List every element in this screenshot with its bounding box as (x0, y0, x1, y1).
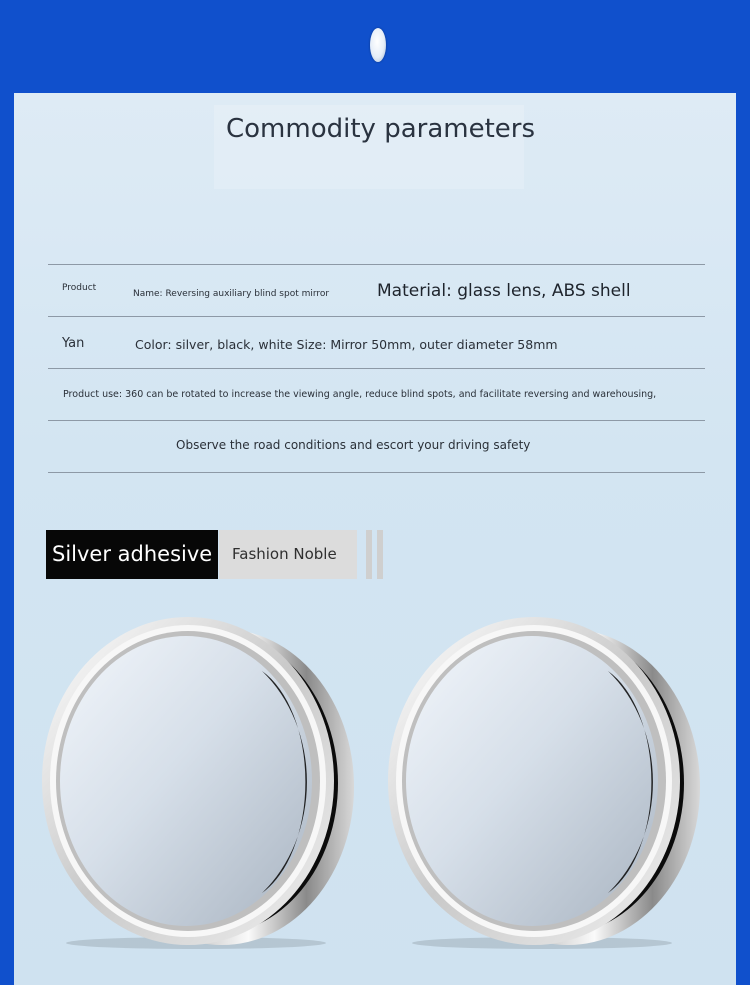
product-use-continued: Observe the road conditions and escort your driving safety (176, 438, 531, 452)
mirror-image-left (36, 611, 356, 961)
table-divider (48, 316, 705, 317)
variant-name-tag: Silver adhesive (46, 530, 218, 579)
product-name: Name: Reversing auxiliary blind spot mirror (133, 289, 330, 299)
product-color-size: Color: silver, black, white Size: Mirror 50mm, outer diameter 58mm (135, 337, 558, 352)
product-use: Product use: 360 can be rotated to increase the viewing angle, reduce blind spots, and facilitate reversing and warehousing, (63, 389, 657, 400)
blind-spot-mirror-icon (382, 611, 702, 961)
table-divider (48, 472, 705, 473)
product-panel (14, 93, 736, 985)
product-material: Material: glass lens, ABS shell (377, 281, 631, 301)
hang-hole-icon (370, 28, 386, 62)
table-divider (48, 368, 705, 369)
table-divider (48, 420, 705, 421)
variant-style-tag: Fashion Noble (219, 530, 357, 579)
page-title: Commodity parameters (226, 114, 536, 144)
tag-decor-bar (377, 530, 383, 579)
mirror-image-right (382, 611, 702, 961)
tag-decor-bar (366, 530, 372, 579)
table-divider (48, 264, 705, 265)
row-label-yan: Yan (62, 336, 85, 351)
row-label-product: Product (62, 283, 97, 293)
blind-spot-mirror-icon (36, 611, 356, 961)
